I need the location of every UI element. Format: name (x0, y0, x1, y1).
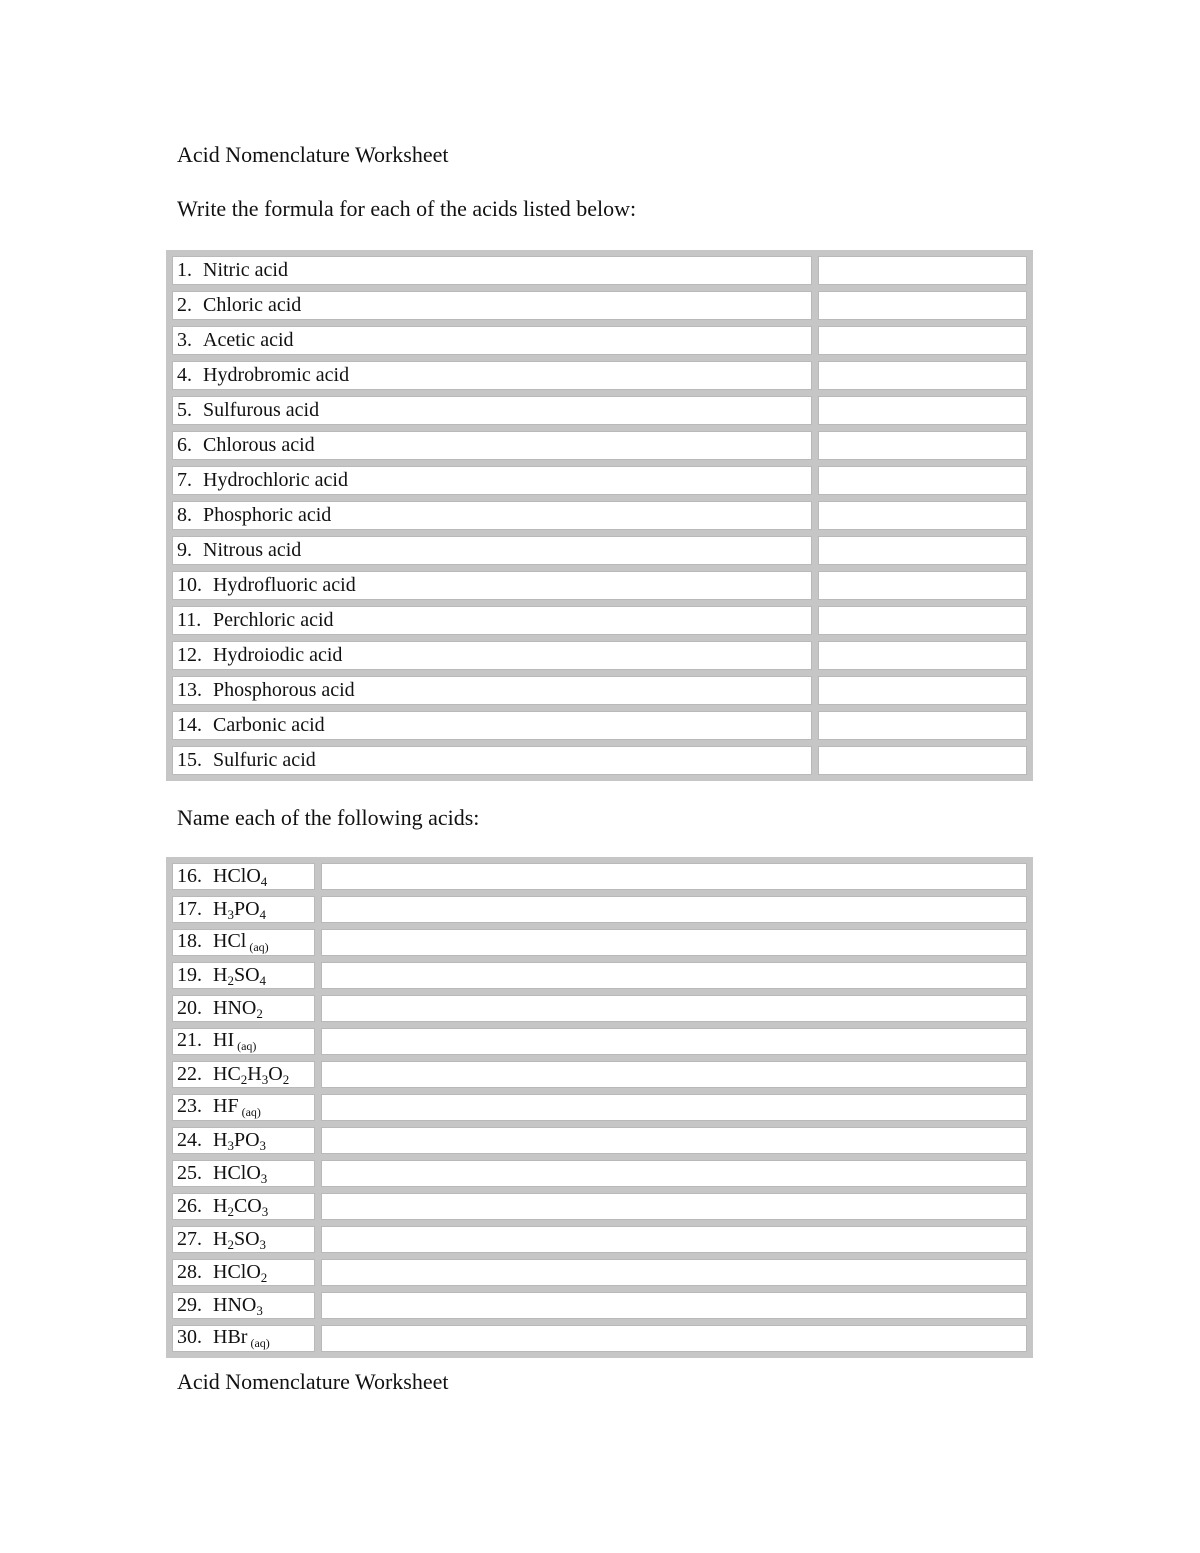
answer-field[interactable] (321, 1028, 1027, 1055)
acid-name: Phosphoric acid (203, 504, 332, 526)
acid-name: Hydroiodic acid (213, 644, 343, 666)
chemical-formula (213, 1095, 261, 1117)
chemical-formula (213, 1195, 268, 1217)
formula-text: HNO (213, 997, 257, 1019)
name-question-row (172, 1061, 1027, 1088)
chemical-formula (213, 1129, 266, 1151)
formula-text: HCl (213, 930, 247, 952)
formula-question-row (172, 431, 1027, 460)
formula-subscript: 2 (282, 1072, 290, 1087)
aqueous-label: (aq) (241, 1105, 261, 1119)
formula-subscript: 4 (260, 874, 268, 889)
acid-name: Hydrofluoric acid (213, 574, 356, 596)
question-cell (172, 896, 315, 923)
question-cell (172, 1127, 315, 1154)
question-cell (172, 1325, 315, 1352)
formula-text: HF (213, 1095, 239, 1117)
formula-text: H (213, 1195, 228, 1217)
question-cell (172, 326, 812, 355)
question-cell (172, 606, 812, 635)
question-number: 20. (177, 997, 202, 1019)
formula-text: HBr (213, 1326, 248, 1348)
formula-subscript: 3 (227, 907, 234, 922)
acid-name: Hydrochloric acid (203, 469, 348, 491)
acid-name: Carbonic acid (213, 714, 325, 736)
formula-subscript: 2 (227, 973, 234, 988)
question-number: 17. (177, 898, 202, 920)
question-cell (172, 711, 812, 740)
answer-field[interactable] (321, 1325, 1027, 1352)
answer-field[interactable] (321, 929, 1027, 956)
formula-text: H (213, 964, 228, 986)
formula-text: SO (233, 1228, 260, 1250)
formula-subscript: 2 (227, 1204, 234, 1219)
question-cell (172, 676, 812, 705)
formula-text: PO (233, 898, 260, 920)
formula-subscript: 3 (261, 1204, 269, 1219)
question-cell (172, 1028, 315, 1055)
name-question-row (172, 863, 1027, 890)
formula-text: HClO (213, 1261, 261, 1283)
name-question-table (166, 857, 1033, 1358)
answer-field[interactable] (818, 396, 1027, 425)
answer-field[interactable] (321, 1259, 1027, 1286)
formula-subscript: 2 (256, 1006, 263, 1021)
formula-subscript: 3 (256, 1303, 263, 1318)
answer-field[interactable] (321, 1292, 1027, 1319)
answer-field[interactable] (818, 466, 1027, 495)
question-cell (172, 641, 812, 670)
name-question-row (172, 995, 1027, 1022)
chemical-formula (213, 1063, 289, 1085)
aqueous-label: (aq) (237, 1039, 257, 1053)
formula-subscript: 3 (261, 1072, 269, 1087)
question-cell (172, 929, 315, 956)
question-cell (172, 361, 812, 390)
formula-text: PO (233, 1129, 260, 1151)
question-number: 14. (177, 714, 202, 736)
question-number: 18. (177, 930, 202, 952)
question-cell (172, 962, 315, 989)
question-cell (172, 571, 812, 600)
name-question-row (172, 1226, 1027, 1253)
answer-field[interactable] (321, 1193, 1027, 1220)
formula-subscript: 3 (227, 1138, 234, 1153)
formula-text: HI (213, 1029, 235, 1051)
chemical-formula (213, 1294, 263, 1316)
formula-question-row (172, 501, 1027, 530)
question-number: 4. (177, 364, 192, 386)
name-question-row (172, 1094, 1027, 1121)
name-question-row (172, 1325, 1027, 1352)
answer-field[interactable] (818, 641, 1027, 670)
question-number: 30. (177, 1326, 202, 1348)
name-question-row (172, 1193, 1027, 1220)
formula-text: H (247, 1063, 262, 1085)
formula-question-row (172, 606, 1027, 635)
question-number: 22. (177, 1063, 202, 1085)
answer-field[interactable] (818, 326, 1027, 355)
formula-text: SO (233, 964, 260, 986)
question-number: 7. (177, 469, 192, 491)
formula-subscript: 4 (259, 973, 267, 988)
name-question-row (172, 962, 1027, 989)
formula-text: CO (233, 1195, 262, 1217)
formula-subscript: 2 (240, 1072, 248, 1087)
answer-field[interactable] (818, 676, 1027, 705)
question-number: 2. (177, 294, 192, 316)
formula-question-row (172, 711, 1027, 740)
question-number: 24. (177, 1129, 202, 1151)
chemical-formula (213, 964, 266, 986)
question-number: 1. (177, 259, 192, 281)
question-number: 11. (177, 609, 202, 631)
answer-field[interactable] (818, 501, 1027, 530)
chemical-formula (213, 1261, 267, 1283)
question-cell (172, 291, 812, 320)
formula-question-table (166, 250, 1033, 781)
acid-name: Acetic acid (203, 329, 294, 351)
answer-field[interactable] (818, 571, 1027, 600)
name-question-row (172, 896, 1027, 923)
question-cell (172, 995, 315, 1022)
formula-text: O (268, 1063, 283, 1085)
question-number: 5. (177, 399, 192, 421)
question-cell (172, 1292, 315, 1319)
formula-subscript: 3 (259, 1237, 267, 1252)
question-number: 25. (177, 1162, 202, 1184)
acid-name: Hydrobromic acid (203, 364, 350, 386)
answer-field[interactable] (818, 361, 1027, 390)
answer-field[interactable] (818, 606, 1027, 635)
question-cell (172, 256, 812, 285)
question-number: 16. (177, 865, 202, 887)
acid-name: Sulfurous acid (203, 399, 320, 421)
name-question-row (172, 929, 1027, 956)
formula-subscript: 3 (260, 1171, 268, 1186)
formula-text: HC (213, 1063, 241, 1085)
aqueous-label: (aq) (249, 940, 269, 954)
question-cell (172, 466, 812, 495)
acid-name: Sulfuric acid (213, 749, 316, 771)
formula-question-row (172, 396, 1027, 425)
worksheet-title: Acid Nomenclature Worksheet (177, 142, 449, 167)
chemical-formula (213, 1162, 267, 1184)
formula-question-row (172, 641, 1027, 670)
answer-field[interactable] (818, 291, 1027, 320)
formula-subscript: 3 (259, 1138, 267, 1153)
question-number: 8. (177, 504, 192, 526)
formula-question-row (172, 746, 1027, 775)
formula-question-row (172, 676, 1027, 705)
question-number: 6. (177, 434, 192, 456)
question-cell (172, 1259, 315, 1286)
chemical-formula (213, 1326, 270, 1348)
answer-field[interactable] (818, 536, 1027, 565)
question-cell (172, 863, 315, 890)
formula-subscript: 4 (259, 907, 267, 922)
answer-field[interactable] (818, 256, 1027, 285)
chemical-formula (213, 1029, 256, 1051)
question-number: 21. (177, 1029, 202, 1051)
acid-name: Perchloric acid (213, 609, 334, 631)
name-question-row (172, 1028, 1027, 1055)
answer-field[interactable] (818, 431, 1027, 460)
question-cell (172, 396, 812, 425)
acid-name: Chloric acid (203, 294, 302, 316)
chemical-formula (213, 865, 267, 887)
name-question-row (172, 1292, 1027, 1319)
question-number: 12. (177, 644, 202, 666)
chemical-formula (213, 1228, 266, 1250)
chemical-formula (213, 898, 266, 920)
question-number: 27. (177, 1228, 202, 1250)
formula-text: HClO (213, 865, 261, 887)
formula-question-row (172, 536, 1027, 565)
answer-field[interactable] (818, 711, 1027, 740)
answer-field[interactable] (321, 995, 1027, 1022)
question-number: 9. (177, 539, 192, 561)
formula-question-row (172, 361, 1027, 390)
formula-question-row (172, 326, 1027, 355)
name-section-instruction: Name each of the following acids: (177, 805, 480, 830)
question-cell (172, 1160, 315, 1187)
question-number: 3. (177, 329, 192, 351)
formula-question-row (172, 571, 1027, 600)
answer-field[interactable] (321, 1127, 1027, 1154)
formula-question-row (172, 291, 1027, 320)
question-number: 10. (177, 574, 202, 596)
acid-name: Nitrous acid (203, 539, 302, 561)
aqueous-label: (aq) (250, 1336, 270, 1350)
question-number: 23. (177, 1095, 202, 1117)
formula-subscript: 2 (260, 1270, 268, 1285)
name-question-row (172, 1127, 1027, 1154)
question-cell (172, 1094, 315, 1121)
acid-name: Chlorous acid (203, 434, 315, 456)
question-cell (172, 431, 812, 460)
question-cell (172, 1061, 315, 1088)
formula-subscript: 2 (227, 1237, 234, 1252)
name-question-row (172, 1160, 1027, 1187)
question-cell (172, 746, 812, 775)
answer-field[interactable] (321, 896, 1027, 923)
question-number: 19. (177, 964, 202, 986)
formula-text: H (213, 898, 228, 920)
question-cell (172, 1226, 315, 1253)
chemical-formula (213, 930, 269, 952)
formula-text: H (213, 1129, 228, 1151)
name-question-row (172, 1259, 1027, 1286)
answer-field[interactable] (321, 1226, 1027, 1253)
formula-question-row (172, 256, 1027, 285)
formula-text: H (213, 1228, 228, 1250)
question-cell (172, 501, 812, 530)
answer-field[interactable] (321, 863, 1027, 890)
formula-section-instruction: Write the formula for each of the acids listed below: (177, 196, 637, 221)
answer-field[interactable] (321, 1061, 1027, 1088)
answer-field[interactable] (321, 1160, 1027, 1187)
formula-text: HNO (213, 1294, 257, 1316)
question-number: 29. (177, 1294, 202, 1316)
acid-name: Phosphorous acid (213, 679, 355, 701)
question-number: 13. (177, 679, 202, 701)
worksheet-footer: Acid Nomenclature Worksheet (177, 1369, 449, 1394)
question-number: 26. (177, 1195, 202, 1217)
acid-name: Nitric acid (203, 259, 288, 281)
formula-text: HClO (213, 1162, 261, 1184)
answer-field[interactable] (321, 962, 1027, 989)
question-cell (172, 1193, 315, 1220)
chemical-formula (213, 997, 263, 1019)
answer-field[interactable] (818, 746, 1027, 775)
answer-field[interactable] (321, 1094, 1027, 1121)
question-number: 15. (177, 749, 202, 771)
formula-question-row (172, 466, 1027, 495)
question-number: 28. (177, 1261, 202, 1283)
question-cell (172, 536, 812, 565)
